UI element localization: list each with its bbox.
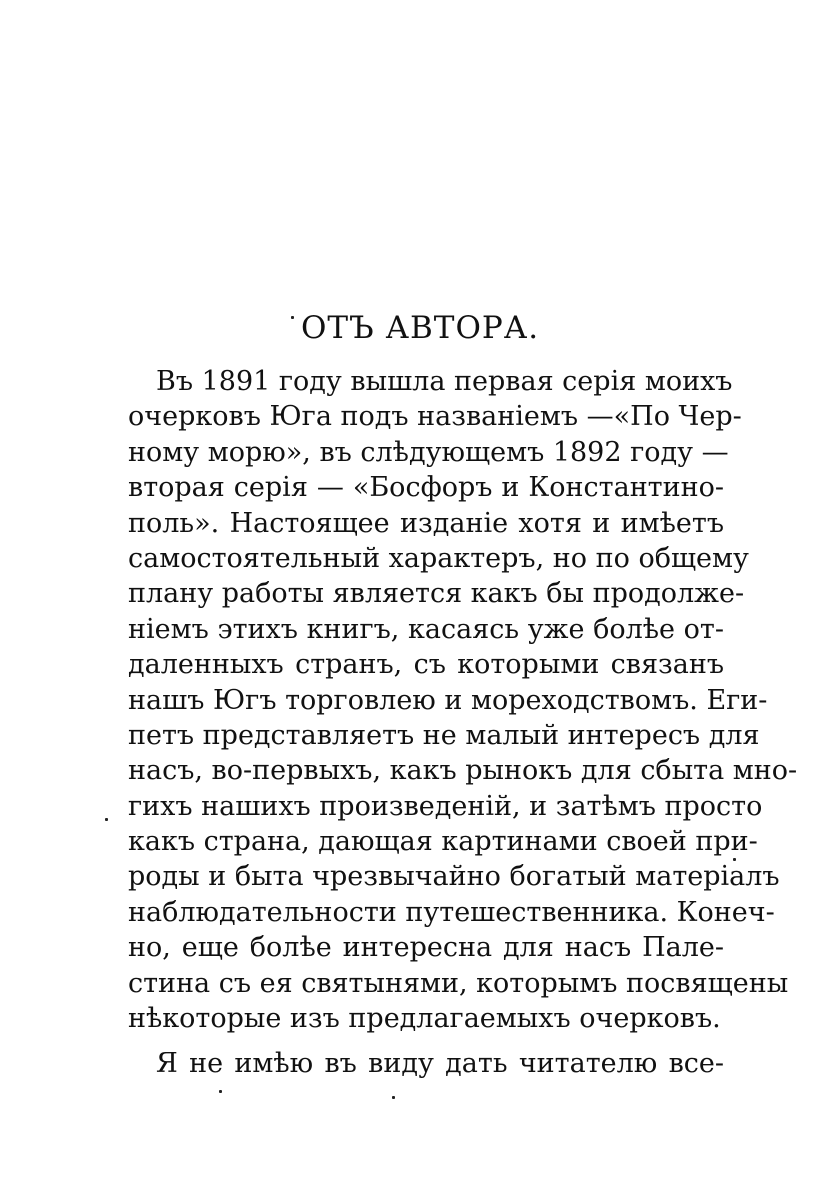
text-line: но, еще болѣе интересна для насъ Пале- <box>128 932 724 964</box>
paragraph-gap <box>128 1036 724 1046</box>
text-line: Въ 1891 году вышла первая серія моихъ <box>156 366 733 397</box>
text-line: ному морю», въ слѣдующемъ 1892 году — <box>128 436 729 468</box>
text-line: насъ, во-первыхъ, какъ рынокъ для сбыта мно- <box>128 755 798 787</box>
text-line: ніемъ этихъ книгъ, касаясь уже болѣе от- <box>128 613 724 645</box>
print-speck <box>733 858 736 861</box>
text-line: гихъ нашихъ произведеній, и затѣмъ просто <box>128 790 763 822</box>
text-line: вторая серія — «Босфоръ и Константино- <box>128 472 724 504</box>
text-line: наблюдательности путешественника. Конеч- <box>128 896 775 928</box>
text-line: плану работы является какъ бы продолже- <box>128 578 745 610</box>
print-speck <box>105 818 108 821</box>
text-line: какъ страна, дающая картинами своей при- <box>128 826 758 858</box>
text-line: стина съ ея святынями, которымъ посвящены <box>128 967 789 999</box>
text-line: даленныхъ странъ, съ которыми связанъ <box>128 649 724 681</box>
text-line: самостоятельный характеръ, но по общему <box>128 542 749 574</box>
print-speck <box>392 1096 395 1099</box>
text-line: нашъ Югъ торговлею и мореходствомъ. Еги- <box>128 684 768 716</box>
text-line: роды и быта чрезвычайно богатый матеріалъ <box>128 861 780 893</box>
print-speck <box>291 316 294 319</box>
text-line: Я не имѣю въ виду дать читателю все- <box>156 1048 724 1080</box>
body-text <box>128 364 798 1082</box>
text-line: поль». Настоящее изданіе хотя и имѣетъ <box>128 507 724 539</box>
text-line: нѣкоторые изъ предлагаемыхъ очерковъ. <box>128 1003 721 1035</box>
print-speck <box>219 1090 222 1093</box>
text-line: очерковъ Юга подъ названіемъ —«По Чер- <box>128 401 742 433</box>
page-title: ОТЪ АВТОРА. <box>300 310 540 346</box>
text-line: петъ представляетъ не малый интересъ для <box>128 719 760 751</box>
